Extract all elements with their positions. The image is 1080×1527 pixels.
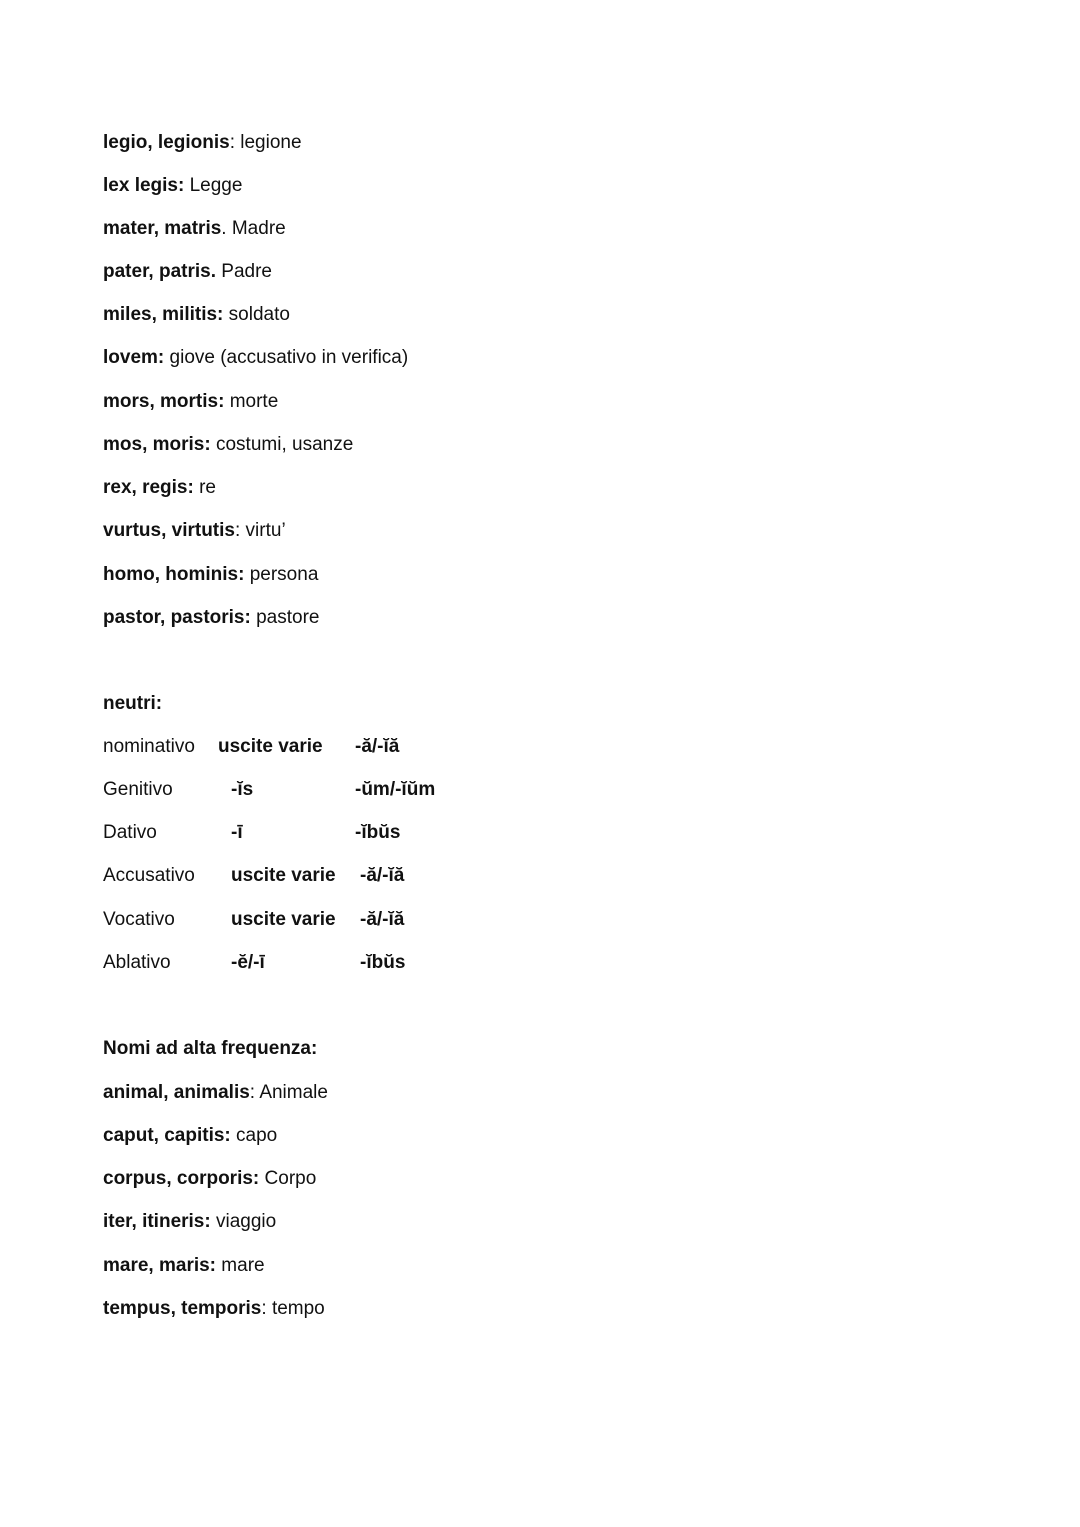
vocab-meaning: viaggio xyxy=(215,1211,277,1232)
vocab-meaning: re xyxy=(199,477,217,498)
vocab-meaning: legione xyxy=(240,132,302,153)
vocab-term: homo, hominis: xyxy=(103,564,245,585)
plural-ending: -ă/-ĭă xyxy=(360,865,405,886)
case-name: Ablativo xyxy=(103,952,171,973)
vocab-term: animal, animalis xyxy=(103,1082,250,1103)
vocab-term: lex legis: xyxy=(103,175,185,196)
vocab-separator: : xyxy=(229,132,241,153)
vocab-meaning: Madre xyxy=(231,218,286,239)
singular-ending: uscite varie xyxy=(231,865,336,886)
vocab-entry xyxy=(103,606,319,630)
vocab-term: mos, moris: xyxy=(103,434,211,455)
neutri-heading: neutri: xyxy=(103,693,163,714)
vocab-term: rex, regis: xyxy=(103,477,194,498)
vocab-entry xyxy=(103,1254,265,1278)
vocab-entry xyxy=(103,346,408,370)
vocab-entry xyxy=(103,433,353,457)
singular-ending: -ĭs xyxy=(231,779,254,800)
vocab-entry xyxy=(103,131,302,155)
vocab-term: iter, itineris: xyxy=(103,1211,211,1232)
vocab-entry xyxy=(103,260,272,284)
vocab-entry xyxy=(103,1210,276,1234)
vocab-separator: : xyxy=(261,1298,272,1319)
vocab-separator: : xyxy=(234,520,246,541)
vocab-entry xyxy=(103,303,290,327)
case-name: Dativo xyxy=(103,822,157,843)
plural-ending: -ĭbŭs xyxy=(360,952,406,973)
vocab-entry xyxy=(103,1167,316,1191)
vocab-term: lovem: xyxy=(103,347,165,368)
vocab-meaning: soldato xyxy=(228,304,290,325)
plural-ending: -ĭbŭs xyxy=(355,822,401,843)
plural-ending: -ă/-ĭă xyxy=(355,736,400,757)
vocab-term: tempus, temporis xyxy=(103,1298,262,1319)
frequent-heading: Nomi ad alta frequenza: xyxy=(103,1038,318,1059)
vocab-term: mare, maris: xyxy=(103,1255,217,1276)
vocab-meaning: Padre xyxy=(221,261,272,282)
vocab-meaning: Legge xyxy=(189,175,243,196)
vocab-entry xyxy=(103,1124,277,1148)
vocab-term: legio, legionis xyxy=(103,132,230,153)
vocab-meaning: mare xyxy=(221,1255,265,1276)
case-name: nominativo xyxy=(103,736,195,757)
vocab-term: mater, matris xyxy=(103,218,222,239)
vocab-meaning: tempo xyxy=(271,1298,325,1319)
vocab-meaning: pastore xyxy=(256,607,320,628)
vocab-entry xyxy=(103,519,286,543)
vocab-entry xyxy=(103,476,216,500)
vocab-entry xyxy=(103,563,318,587)
vocab-separator: . xyxy=(221,218,232,239)
singular-ending: -ĕ/-ī xyxy=(231,952,265,973)
vocab-entry xyxy=(103,217,286,241)
vocab-meaning: morte xyxy=(229,391,279,412)
singular-ending: uscite varie xyxy=(218,736,323,757)
vocab-meaning: Animale xyxy=(259,1082,328,1103)
case-name: Genitivo xyxy=(103,779,173,800)
vocab-term: mors, mortis: xyxy=(103,391,225,412)
vocab-meaning: costumi, usanze xyxy=(215,434,354,455)
vocab-entry xyxy=(103,1297,325,1321)
vocab-entry xyxy=(103,390,278,414)
vocab-term: miles, militis: xyxy=(103,304,224,325)
singular-ending: -ī xyxy=(231,822,243,843)
case-name: Vocativo xyxy=(103,909,175,930)
plural-ending: -ŭm/-ĭŭm xyxy=(355,779,436,800)
vocab-meaning: persona xyxy=(249,564,319,585)
plural-ending: -ă/-ĭă xyxy=(360,909,405,930)
singular-ending: uscite varie xyxy=(231,909,336,930)
vocab-term: caput, capitis: xyxy=(103,1125,231,1146)
vocab-entry xyxy=(103,174,242,198)
vocab-separator: : xyxy=(249,1082,260,1103)
vocab-meaning: capo xyxy=(236,1125,278,1146)
vocab-meaning: Corpo xyxy=(264,1168,317,1189)
vocab-term: corpus, corporis: xyxy=(103,1168,260,1189)
vocab-entry xyxy=(103,1081,328,1105)
vocab-meaning: giove (accusativo in verifica) xyxy=(169,347,409,368)
vocab-term: pater, patris. xyxy=(103,261,216,282)
vocab-meaning: virtu’ xyxy=(245,520,286,541)
case-name: Accusativo xyxy=(103,865,195,886)
vocab-term: vurtus, virtutis xyxy=(103,520,235,541)
vocab-term: pastor, pastoris: xyxy=(103,607,251,628)
